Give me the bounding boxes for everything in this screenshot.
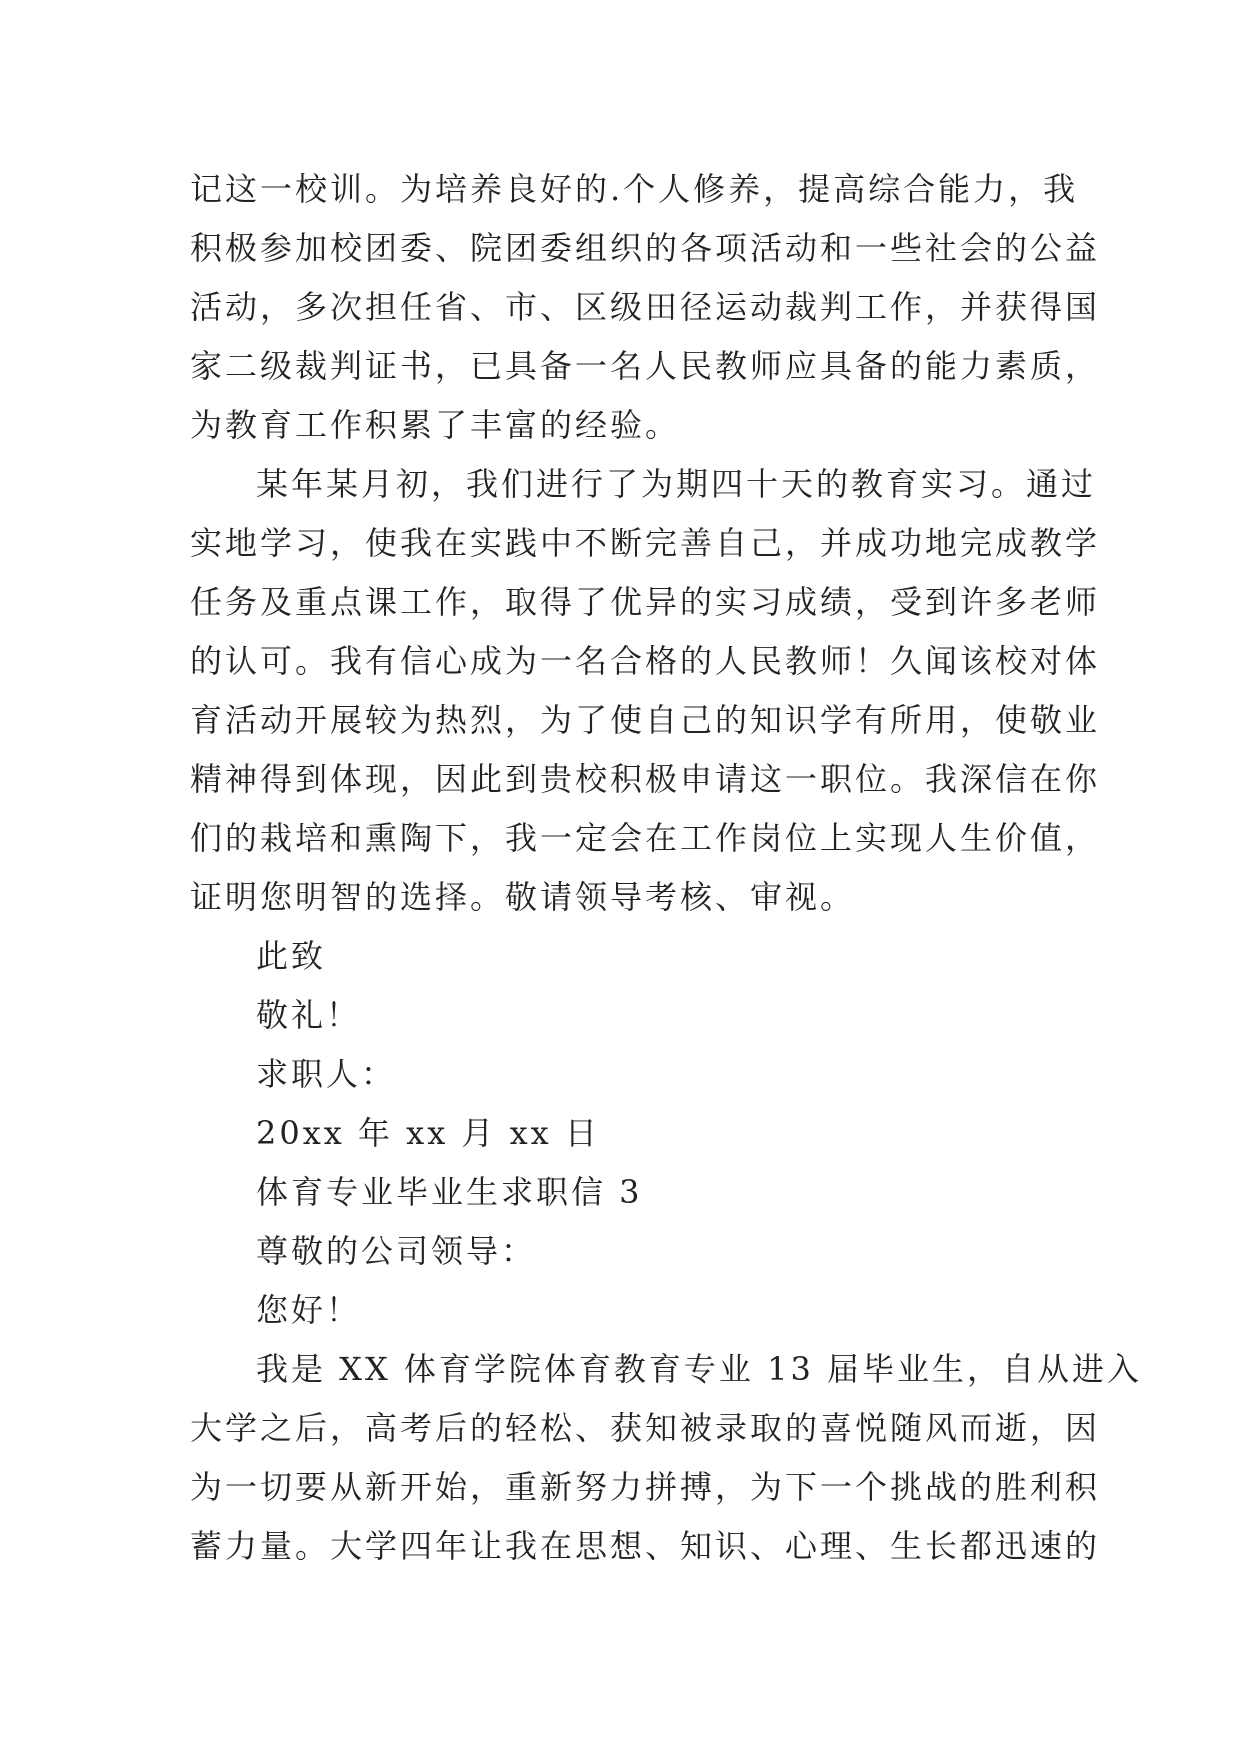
paragraph-1 (190, 160, 1101, 455)
paragraph-3 (190, 1340, 1142, 1576)
paragraph-line: 家二级裁判证书，已具备一名人民教师应具备的能力素质， (190, 347, 1101, 385)
paragraph-line: 们的栽培和熏陶下，我一定会在工作岗位上实现人生价值， (190, 819, 1101, 857)
paragraph-line: 的认可。我有信心成为一名合格的人民教师！久闻该校对体 (190, 642, 1101, 680)
paragraph-2 (190, 455, 1101, 927)
greeting: 您好！ (256, 1291, 362, 1329)
paragraph-line: 育活动开展较为热烈，为了使自己的知识学有所用，使敬业 (190, 701, 1101, 739)
paragraph-line: 实地学习，使我在实践中不断完善自己，并成功地完成教学 (190, 524, 1101, 562)
paragraph-line: 证明您明智的选择。敬请领导考核、审视。 (190, 878, 856, 916)
paragraph-line: 积极参加校团委、院团委组织的各项活动和一些社会的公益 (190, 229, 1101, 267)
closing-line-1: 此致 (256, 937, 327, 975)
paragraph-line: 为教育工作积累了丰富的经验。 (190, 406, 681, 444)
paragraph-line: 某年某月初，我们进行了为期四十天的教育实习。通过 (256, 465, 1097, 503)
closing-line-2: 敬礼！ (256, 996, 362, 1034)
applicant-label: 求职人： (256, 1055, 397, 1093)
letter-3-title: 体育专业毕业生求职信 3 (256, 1173, 643, 1211)
paragraph-line: 活动，多次担任省、市、区级田径运动裁判工作，并获得国 (190, 288, 1101, 326)
paragraph-line: 精神得到体现，因此到贵校积极申请这一职位。我深信在你 (190, 760, 1101, 798)
paragraph-line: 我是 XX 体育学院体育教育专业 13 届毕业生，自从进入 (256, 1350, 1142, 1388)
letter-date: 20xx 年 xx 月 xx 日 (256, 1114, 600, 1152)
paragraph-line: 为一切要从新开始，重新努力拼搏，为下一个挑战的胜利积 (190, 1468, 1101, 1506)
letter-body (190, 160, 1142, 1576)
paragraph-line: 任务及重点课工作，取得了优异的实习成绩，受到许多老师 (190, 583, 1101, 621)
paragraph-line: 大学之后，高考后的轻松、获知被录取的喜悦随风而逝，因 (190, 1409, 1101, 1447)
salutation: 尊敬的公司领导： (256, 1232, 537, 1270)
paragraph-line: 蓄力量。大学四年让我在思想、知识、心理、生长都迅速的 (190, 1527, 1101, 1565)
paragraph-line: 记这一校训。为培养良好的.个人修养，提高综合能力，我 (190, 170, 1079, 208)
